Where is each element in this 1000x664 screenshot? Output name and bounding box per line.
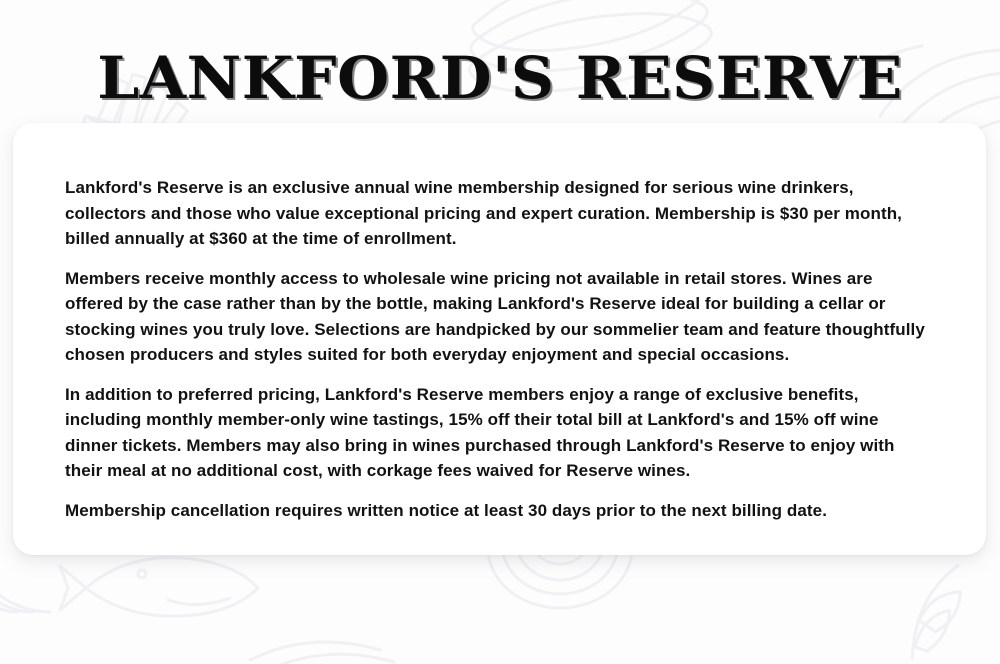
paragraph-overview: Lankford's Reserve is an exclusive annual wine membership designed for serious wine drinkers, collectors and those who value exceptional pricing and expert curation. Membership is $30 per month, billed annually at $360 at the time of enrollment.	[65, 178, 902, 248]
watermark-sprig-bottomright	[889, 565, 980, 658]
membership-info-card	[13, 123, 986, 555]
page-title: LANKFORD'S RESERVE	[97, 44, 903, 112]
paragraph-benefits: In addition to preferred pricing, Lankford's Reserve members enjoy a range of exclusive benefits, including monthly member-only wine tastings, 15% off their total bill at Lankford's and 15% off wine dinner tickets. Members may also bring in wines purchased through Lankford's Reserve to enjoy with their meal at no additional cost, with corkage fees waived for Reserve wines.	[65, 384, 895, 480]
paragraph-cancellation: Membership cancellation requires written notice at least 30 days prior to the next billing date.	[65, 500, 828, 520]
paragraph-wholesale: Members receive monthly access to wholesale wine pricing not available in retail stores. Wines are offered by the case rather than by the bottle, making Lankford's Reserve ideal for building a cellar or stocking wines you truly love. Selections are handpicked by our sommelier team and feature thoughtfully chosen producers and styles suited for both everyday enjoyment and special occasions.	[65, 268, 925, 364]
membership-description	[65, 175, 930, 523]
watermark-fish-bottomleft	[60, 558, 258, 617]
watermark-curves-bottom	[250, 642, 394, 664]
